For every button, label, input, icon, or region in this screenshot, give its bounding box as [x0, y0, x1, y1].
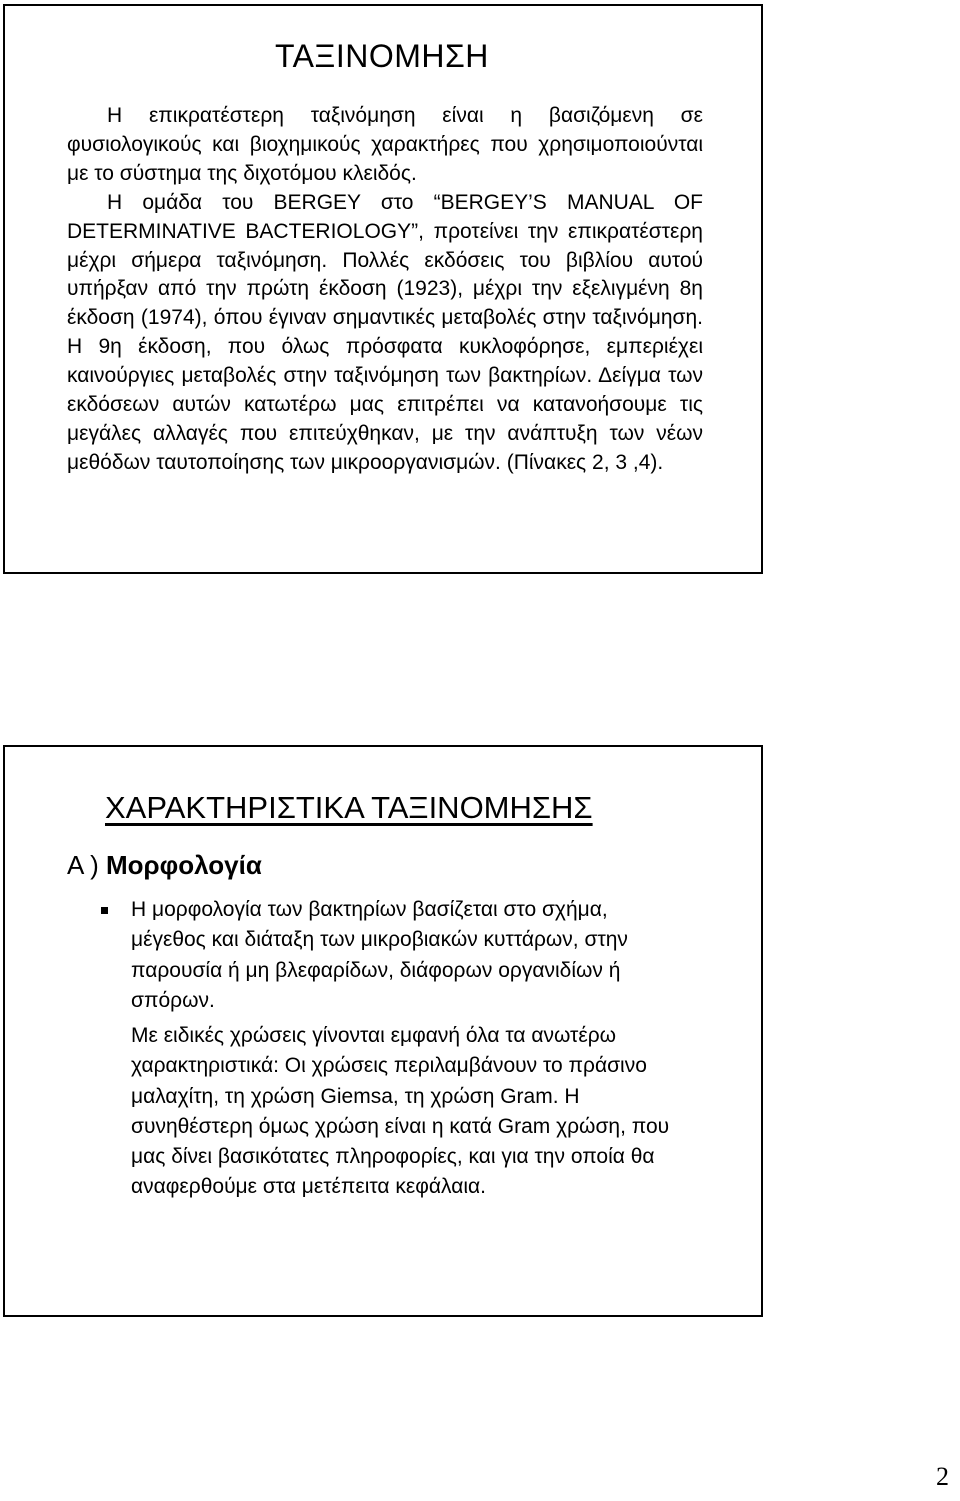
- bullet-item: [101, 895, 661, 1016]
- section-heading-label: Μορφολογία: [106, 850, 262, 880]
- slide-taxonomy: [3, 4, 763, 574]
- section-heading: [67, 850, 262, 881]
- slide-taxonomy-characteristics: [3, 745, 763, 1317]
- slide-body: [67, 102, 703, 478]
- slide-title: ΤΑΞΙΝΟΜΗΣΗ: [275, 38, 489, 74]
- square-bullet-icon: [101, 907, 108, 914]
- page-number: 2: [936, 1462, 949, 1491]
- section-prefix: Α ): [67, 850, 107, 880]
- slide-title: ΧΑΡΑΚΤΗΡΙΣΤΙΚΑ ΤΑΞΙΝΟΜΗΣΗΣ: [105, 790, 593, 825]
- body-paragraph: Η ομάδα του BERGEY στο “BERGEY’S MANUAL OF DETERMINATIVE BACTERIOLOGY”, προτείνει την επικρατέστερη μέχρι σήμερα ταξινόμηση. Πολλές εκδόσεις του βιβλίου αυτού υπήρξαν από την πρώτη έκδοση (1923), μέχρι την εξελιγμένη 8η έκδοση (1974), όπου έγιναν σημαντικές μεταβολές στην ταξινόμηση. Η 9η έκδοση, που όλως πρόσφατα κυκλοφόρησε, εμπεριέχει καινούργιες μεταβολές στην ταξινόμηση των βακτηρίων. Δείγμα των εκδόσεων αυτών κατωτέρω μας επιτρέπει να κατανοήσουμε τις μεγάλες αλλαγές που επιτεύχθηκαν, με την ανάπτυξη των νέων μεθόδων ταυτοποίησης των μικροοργανισμών. (Πίνακες 2, 3 ,4).: [67, 190, 703, 474]
- bullet-text: Η μορφολογία των βακτηρίων βασίζεται στο σχήμα, μέγεθος και διάταξη των μικροβιακών κυττάρων, στην παρουσία ή μη βλεφαρίδων, διάφορων οργανιδίων ή σπόρων.: [131, 898, 628, 1012]
- body-paragraph: Με ειδικές χρώσεις γίνονται εμφανή όλα τα ανωτέρω χαρακτηριστικά: Οι χρώσεις περιλαμβάνουν το πράσινο μαλαχίτη, τη χρώση Giemsa, τη χρώση Gram. Η συνηθέστερη όμως χρώση είναι η κατά Gram χρώση, που μας δίνει βασικότατες πληροφορίες, και για την οποία θα αναφερθούμε στα μετέπειτα κεφάλαια.: [131, 1024, 670, 1199]
- body-paragraph: Η επικρατέστερη ταξινόμηση είναι η βασιζόμενη σε φυσιολογικούς και βιοχημικούς χαρακτήρες που χρησιμοποιούνται με το σύστημα της διχοτόμου κλειδός.: [67, 104, 703, 185]
